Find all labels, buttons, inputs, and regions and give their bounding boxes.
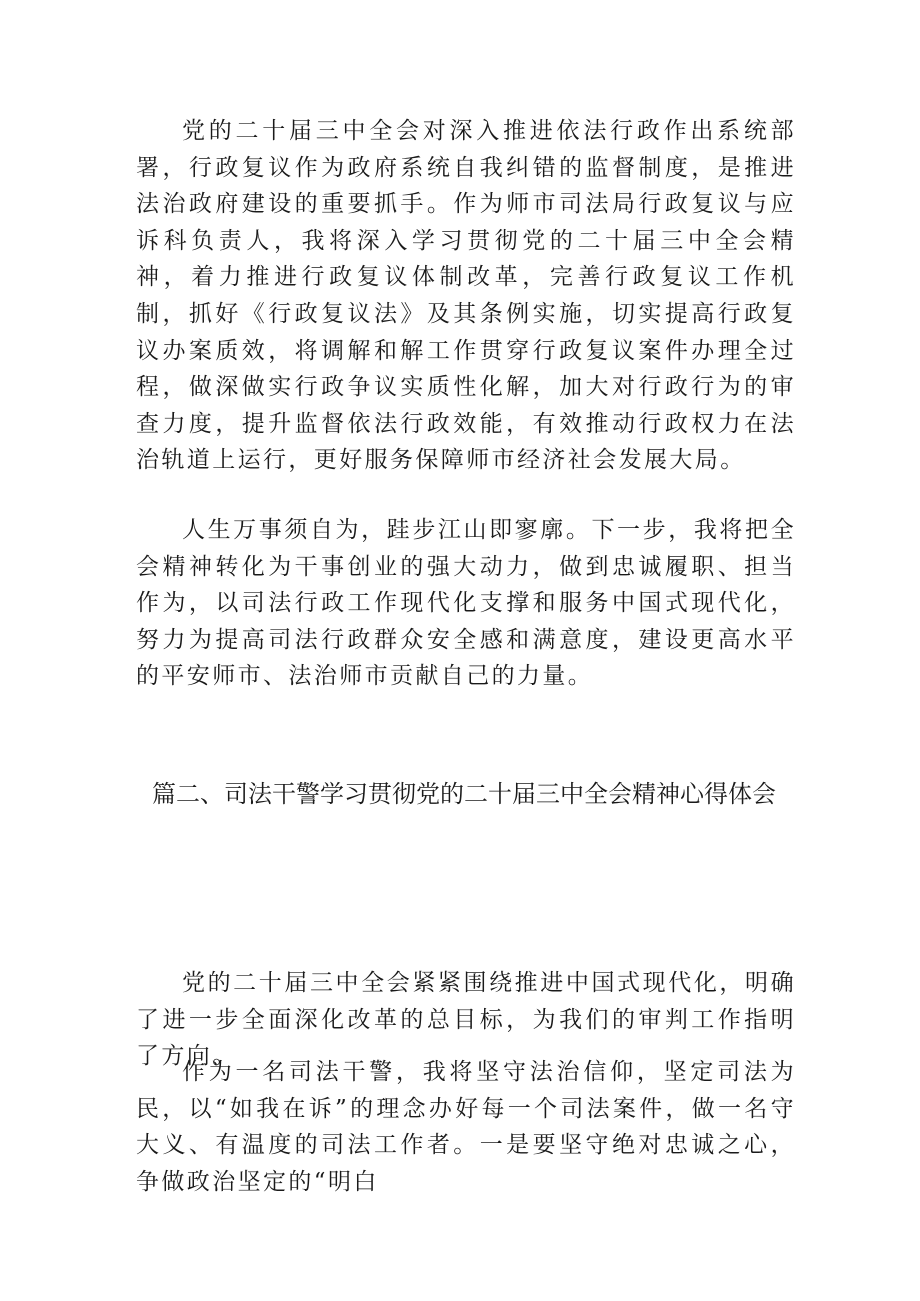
paragraph-judicial-officer: 作为一名司法干警，我将坚守法治信仰，坚定司法为民，以“如我在诉”的理念办好每一个司法案件，做一名守大义、有温度的司法工作者。一是要坚守绝对忠诚之心，争做政治坚定的“明白 — [136, 1059, 796, 1195]
paragraph-plenum-goal: 党的二十届三中全会紧紧围绕推进中国式现代化，明确了进一步全面深化改革的总目标，为我们的审判工作指明了方向。 — [136, 970, 796, 1070]
paragraph-next-step: 人生万事须自为，跬步江山即寥廓。下一步，我将把全会精神转化为干事创业的强大动力，做到忠诚履职、担当作为，以司法行政工作现代化支撑和服务中国式现代化，努力为提高司法行政群众安全感和满意度，建设更高水平的平安师市、法治师市贡献自己的力量。 — [136, 517, 796, 690]
paragraph-administrative-review: 党的二十届三中全会对深入推进依法行政作出系统部署，行政复议作为政府系统自我纠错的监督制度，是推进法治政府建设的重要抓手。作为师市司法局行政复议与应诉科负责人，我将深入学习贯彻党的二十届三中全会精神，着力推进行政复议体制改革，完善行政复议工作机制，抓好《行政复议法》及其条例实施，切实提高行政复议办案质效，将调解和解工作贯穿行政复议案件办理全过程，做深做实行政争议实质性化解，加大对行政行为的审查力度，提升监督依法行政效能，有效推动行政权力在法治轨道上运行，更好服务保障师市经济社会发展大局。 — [136, 118, 796, 474]
section-heading: 篇二、司法干警学习贯彻党的二十届三中全会精神心得体会 — [152, 780, 776, 808]
